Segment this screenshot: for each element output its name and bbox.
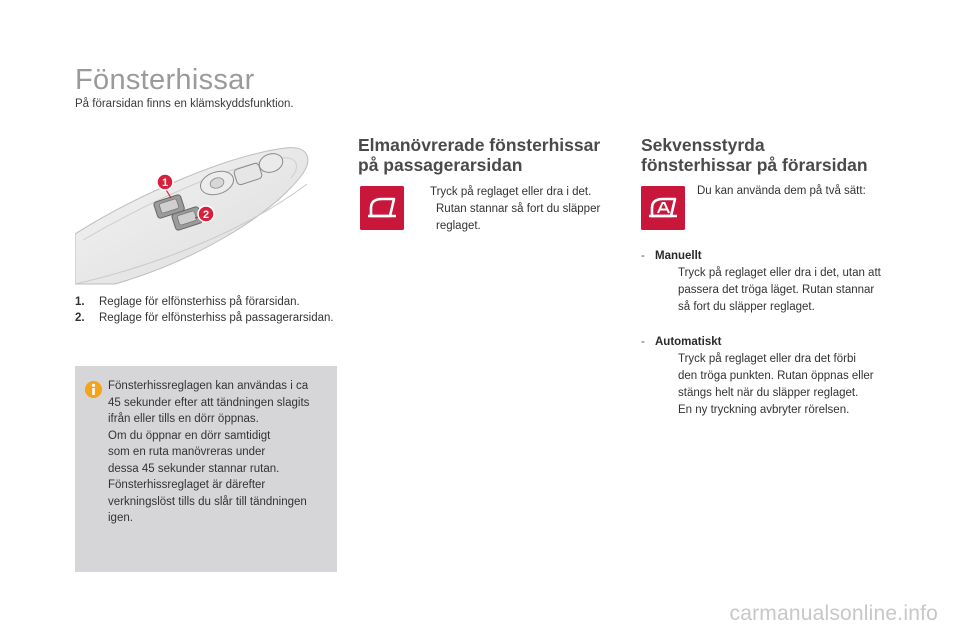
manual-window-icon <box>360 186 404 230</box>
mode-label: Automatiskt <box>655 336 722 348</box>
info-line: 45 sekunder efter att tändningen slagits <box>108 396 310 409</box>
info-line: Fönsterhissreglagen kan användas i ca <box>108 380 309 392</box>
heading-line: Sekvensstyrda <box>641 135 765 155</box>
driver-section-heading <box>641 135 921 175</box>
info-line: som en ruta manövreras under <box>108 446 266 458</box>
dash: - <box>641 336 645 348</box>
list-number: 2. <box>75 312 85 324</box>
info-line: Om du öppnar en dörr samtidigt <box>108 429 271 442</box>
page-title: Fönsterhissar <box>75 64 255 96</box>
list-item <box>75 294 337 310</box>
info-line: Fönsterhissreglaget är därefter <box>108 479 266 491</box>
instruction-line: stängs helt när du släpper reglaget. <box>678 387 859 399</box>
instruction-line: En ny tryckning avbryter rörelsen. <box>678 404 850 416</box>
heading-line: på passagerarsidan <box>358 155 523 175</box>
instruction-line: passera det tröga läget. Rutan stannar <box>678 284 875 296</box>
svg-text:1: 1 <box>161 177 169 189</box>
dash: - <box>641 250 645 262</box>
info-box <box>75 366 337 572</box>
info-line: ifrån eller tills en dörr öppnas. <box>108 413 259 425</box>
watermark: carmanualsonline.info <box>729 602 938 625</box>
instruction-line: reglaget. <box>436 220 481 232</box>
info-line: igen. <box>108 512 133 524</box>
list-number: 1. <box>75 296 85 308</box>
passenger-section-heading <box>358 135 628 175</box>
svg-text:2: 2 <box>202 209 210 221</box>
instruction-line: Tryck på reglaget eller dra i det, utan att <box>678 267 881 279</box>
driver-intro: Du kan använda dem på två sätt: <box>697 185 866 197</box>
auto-window-icon <box>641 186 685 230</box>
instruction-line: så fort du släpper reglaget. <box>678 301 815 313</box>
heading-line: Elmanövrerade fönsterhissar <box>358 135 601 155</box>
instruction-line: Tryck på reglaget eller dra i det. <box>430 186 592 198</box>
instruction-line: Tryck på reglaget eller dra det förbi <box>678 353 856 365</box>
list-text: Reglage för elfönsterhiss på förarsidan. <box>99 296 300 308</box>
control-legend <box>75 294 337 326</box>
window-switch-illustration <box>75 136 337 286</box>
info-icon <box>85 381 102 398</box>
info-line: verkningslöst tills du slår till tändningen <box>108 495 307 508</box>
list-item <box>75 310 337 326</box>
automatic-mode <box>641 334 931 419</box>
mode-label: Manuellt <box>655 250 702 262</box>
manual-mode <box>641 248 931 316</box>
page-subtitle: På förarsidan finns en klämskyddsfunktion. <box>75 98 294 110</box>
passenger-instructions <box>414 184 624 235</box>
list-text: Reglage för elfönsterhiss på passagerarsidan. <box>99 312 334 324</box>
info-line: dessa 45 sekunder stannar rutan. <box>108 462 280 475</box>
heading-line: fönsterhissar på förarsidan <box>641 155 868 175</box>
info-text <box>108 378 330 527</box>
instruction-line: Rutan stannar så fort du släpper <box>436 203 601 215</box>
instruction-line: den tröga punkten. Rutan öppnas eller <box>678 370 874 382</box>
